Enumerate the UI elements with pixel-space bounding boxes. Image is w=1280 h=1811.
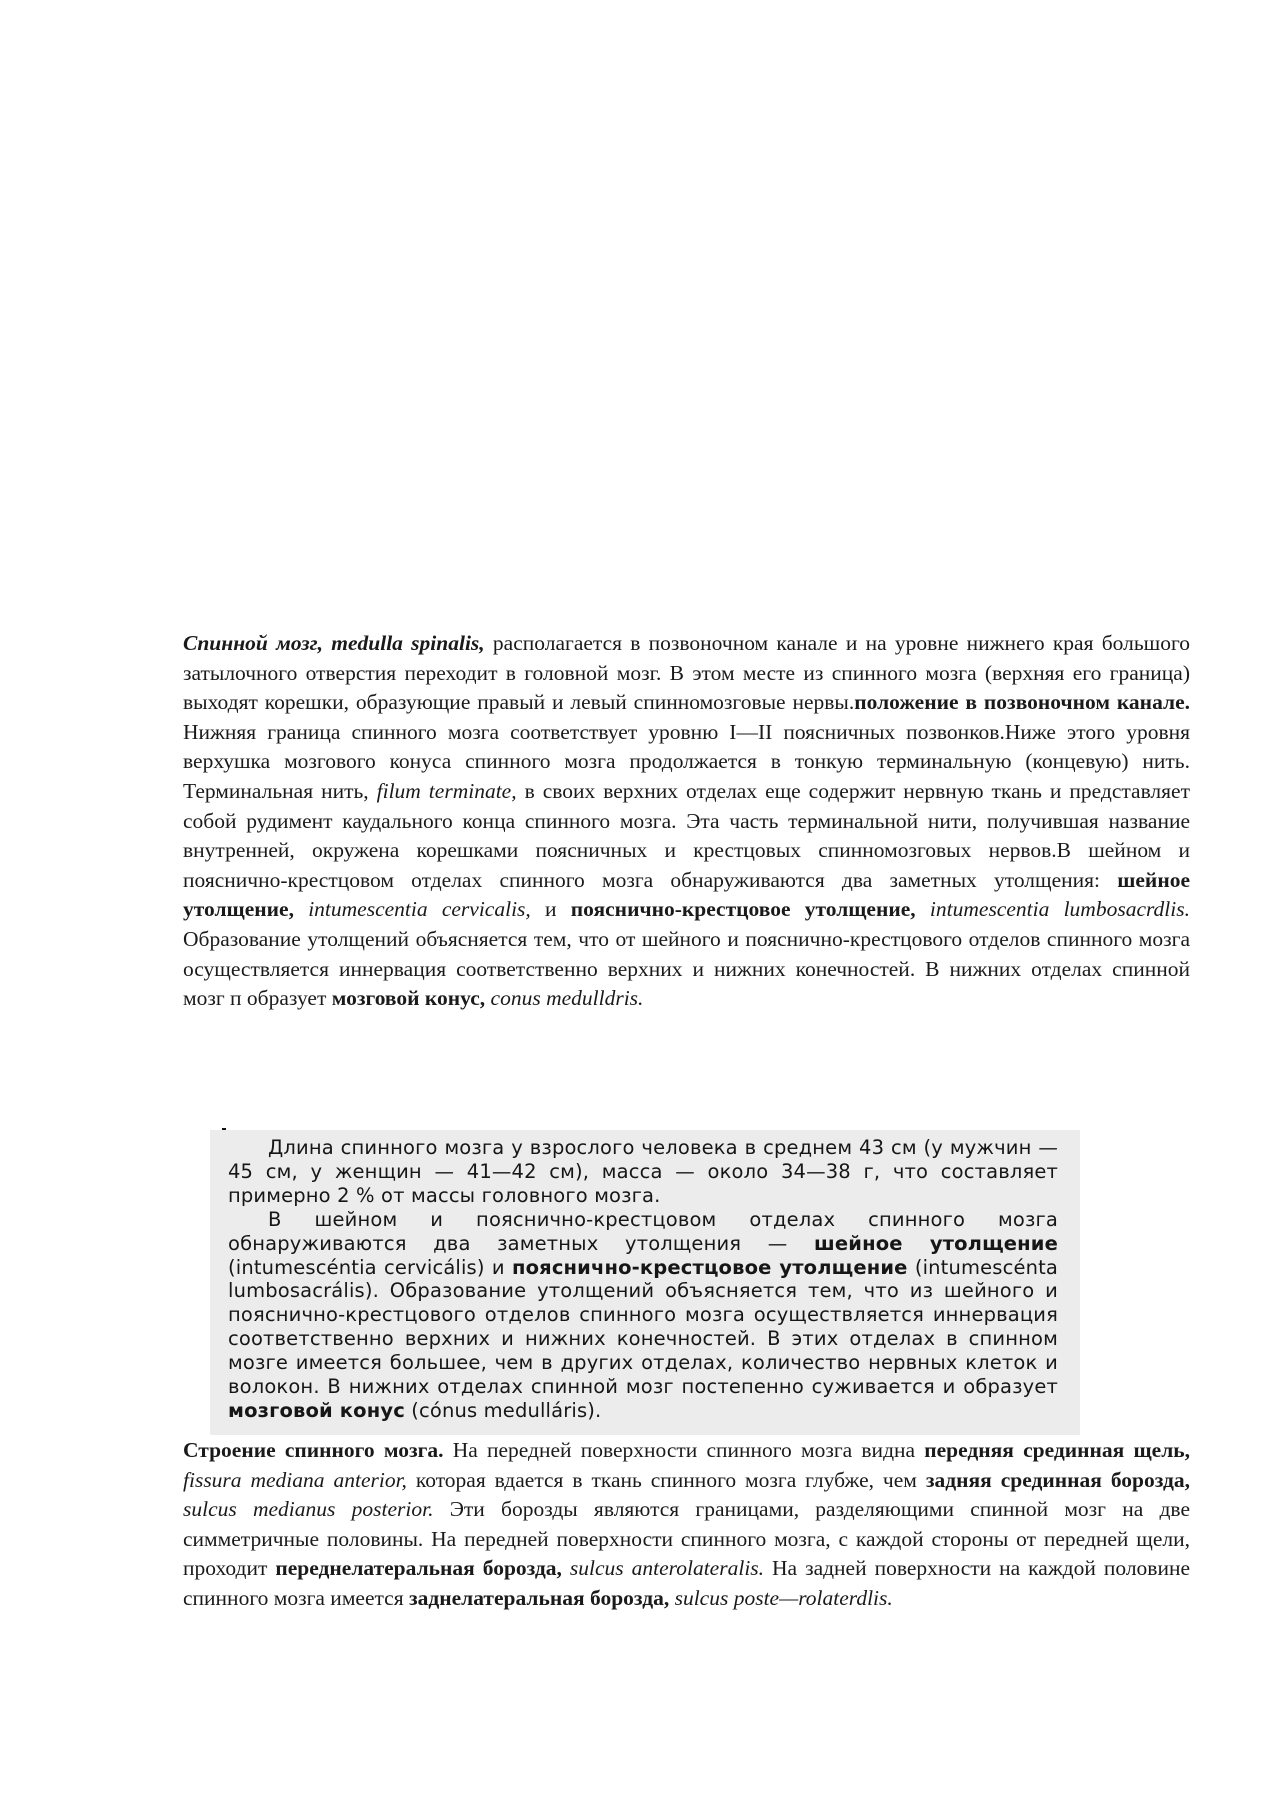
term-intumescentia-cervicalis: intumescentia cervicalis,	[308, 897, 531, 922]
text-span: Образование утолщений объясняется тем, что от шейного и пояснично-крестцового отделов спинного мозга осуществляется иннервация соответственно верхних и нижних конечностей. В нижних отделах спинной мозг п образует	[183, 926, 1190, 1011]
text-span: На задней поверхности на каждой половине спинного мозга имеется	[183, 1556, 1191, 1610]
scan-text-span: (intumescénta lumbosacrális). Образование утолщений объясняется тем, что из шейного и пояснично-крестцового отделов спинного мозга осуществляется иннервация соответственно верхних и нижних конечностей. В этих отделах в спинном мозге имеется большее, чем в других отделах, количество нервных клеток и волокон. В нижних отделах спинной мозг постепенно суживается и образует	[228, 1255, 1058, 1399]
scan-bold-term: мозговой конус	[228, 1398, 405, 1422]
scanned-textbook-excerpt	[210, 1130, 1080, 1435]
latin-term: fissura mediana anterior,	[183, 1467, 407, 1492]
paragraph-spinal-cord-structure	[183, 1436, 1190, 1614]
latin-term: sulcus poste—rolaterdlis.	[674, 1585, 893, 1610]
latin-term: sulcus anterolateralis.	[569, 1556, 765, 1581]
scan-text-span: (intumescéntia cervicális) и	[228, 1255, 512, 1279]
paragraph-spinal-cord-overview	[183, 629, 1190, 1014]
text-span: в своих верхних отделах еще содержит нервную ткань и представляет собой рудимент каудального конца спинного мозга. Эта часть терминальной нити, получившая название внутренней, окружена корешками поясничных и крестцовых спинномозговых нервов.В шейном и пояснично-крестцовом отделах спинного мозга обнаруживаются два заметных утолщения:	[183, 778, 1190, 892]
term-conus-medullaris: conus medulldris.	[490, 986, 644, 1011]
scan-bold-term: шейное утолщение	[814, 1231, 1058, 1255]
bold-term: задняя срединная борозда,	[925, 1467, 1190, 1492]
term-medulla-spinalis: Спинной мозг, medulla spinalis,	[183, 631, 485, 655]
bold-term: заднелатеральная борозда,	[408, 1585, 670, 1610]
scan-text-span: В шейном и пояснично-крестцовом отделах спинного мозга обнаруживаются два заметных утолщения —	[228, 1207, 1058, 1255]
text-span: Эти борозды являются границами, разделяющими спинной мозг на две симметричные половины. На передней поверхности спинного мозга, с каждой стороны от передней щели, проходит	[183, 1497, 1191, 1581]
bold-term-lumbosacral-enlargement: пояснично-крестцовое утолщение,	[570, 897, 916, 922]
bold-term: переднелатеральная борозда,	[275, 1556, 562, 1581]
bold-term-conus: мозговой конус,	[331, 986, 486, 1011]
scanned-text-block	[228, 1136, 1058, 1423]
bold-term-position: положение в позвоночном канале.	[854, 690, 1190, 715]
text-span: располагается в позвоночном канале и на уровне нижнего края большого затылочного отверстия переходит в головной мозг. В этом месте из спинного мозга (верхняя его граница) выходят корешки, образующие правый и левый спинномозговые нервы.	[183, 631, 1190, 715]
scan-text-span: (cónus medulláris).	[404, 1398, 602, 1422]
text-span: которая вдается в ткань спинного мозга глубже, чем	[406, 1467, 926, 1492]
text-span: Нижняя граница спинного мозга соответствует уровню I—II поясничных позвонков.Ниже этого уровня верхушка мозгового конуса спинного мозга продолжается в тонкую терминальную (концевую) нить. Терминальная нить,	[183, 719, 1190, 803]
scan-bold-term: пояснично-крестцовое утолщение	[511, 1255, 908, 1279]
scan-text-span: Длина спинного мозга у взрослого человека в среднем 43 см (у мужчин — 45 см, у женщин — 41—42 см), масса — около 34—38 г, что составляет примерно 2 % от массы головного мозга.	[228, 1136, 1058, 1207]
bold-term-cervical-enlargement: шейное утолщение,	[183, 867, 1190, 922]
latin-term: sulcus medianus posterior.	[183, 1497, 434, 1522]
section-heading: Строение спинного мозга.	[183, 1438, 444, 1462]
term-filum-terminale: filum terminate,	[376, 778, 517, 803]
text-span: и	[530, 897, 571, 922]
term-intumescentia-lumbosacralis: intumescentia lumbosacrdlis.	[929, 897, 1190, 922]
text-span: На передней поверхности спинного мозга видна	[443, 1438, 925, 1462]
bold-term: передняя срединная щель,	[924, 1438, 1190, 1462]
